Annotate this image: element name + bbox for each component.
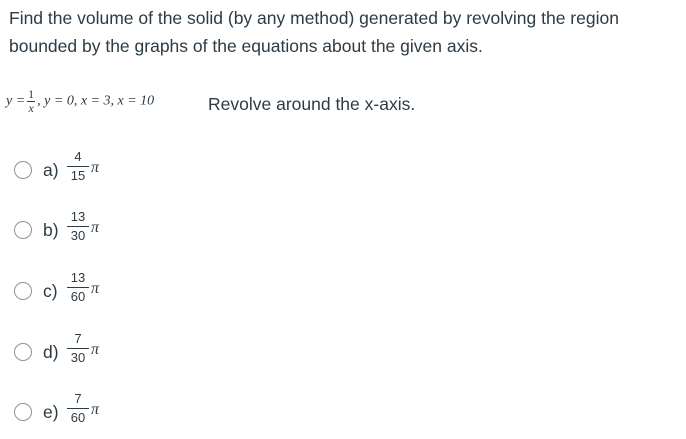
radio-button[interactable] — [14, 343, 32, 361]
radio-button[interactable] — [14, 221, 32, 239]
answer-letter: d) — [43, 342, 59, 362]
answer-denominator: 60 — [70, 410, 86, 425]
fraction-bar — [67, 348, 89, 349]
answer-option-c[interactable] — [14, 270, 314, 314]
equation-rest: , y = 0, x = 3, x = 10 — [37, 93, 155, 109]
radio-button[interactable] — [14, 282, 32, 300]
answer-denominator: 30 — [70, 350, 86, 365]
fraction-numerator: 1 — [28, 87, 35, 101]
answer-letter: a) — [43, 160, 59, 180]
answer-fraction — [67, 149, 89, 184]
answer-numerator: 7 — [74, 331, 82, 346]
answer-numerator: 7 — [74, 391, 82, 406]
fraction-bar — [67, 226, 89, 227]
pi-symbol: π — [91, 280, 100, 297]
answer-denominator: 30 — [70, 228, 86, 243]
pi-symbol: π — [91, 401, 100, 418]
answer-option-d[interactable] — [14, 331, 314, 375]
answer-numerator: 4 — [74, 149, 82, 164]
fraction-bar — [67, 166, 89, 167]
answer-letter: b) — [43, 220, 59, 240]
answer-option-b[interactable] — [14, 209, 314, 253]
answer-fraction — [67, 209, 89, 244]
radio-button[interactable] — [14, 161, 32, 179]
fraction-denominator: x — [28, 101, 34, 115]
answer-letter: c) — [43, 281, 58, 301]
equation-fraction — [27, 88, 35, 115]
answer-option-a[interactable] — [14, 149, 314, 193]
fraction-bar — [67, 287, 89, 288]
question-text: Find the volume of the solid (by any method) generated by revolving the region bounded by the graphs of the equations about the given axis. — [9, 8, 619, 56]
answer-denominator: 60 — [70, 289, 86, 304]
answer-numerator: 13 — [70, 209, 86, 224]
answer-option-e[interactable] — [14, 391, 314, 435]
revolve-instruction: Revolve around the x-axis. — [208, 94, 416, 114]
answer-numerator: 13 — [70, 270, 86, 285]
radio-button[interactable] — [14, 403, 32, 421]
pi-symbol: π — [91, 159, 100, 176]
answer-denominator: 15 — [70, 168, 86, 183]
equation-y: y = — [6, 93, 26, 109]
answer-fraction — [67, 391, 89, 426]
answer-fraction — [67, 331, 89, 366]
pi-symbol: π — [91, 219, 100, 236]
pi-symbol: π — [91, 341, 100, 358]
answer-fraction — [67, 270, 89, 305]
equation-formula — [6, 88, 154, 115]
fraction-bar — [67, 408, 89, 409]
answer-letter: e) — [43, 402, 59, 422]
equation-row — [6, 88, 676, 128]
